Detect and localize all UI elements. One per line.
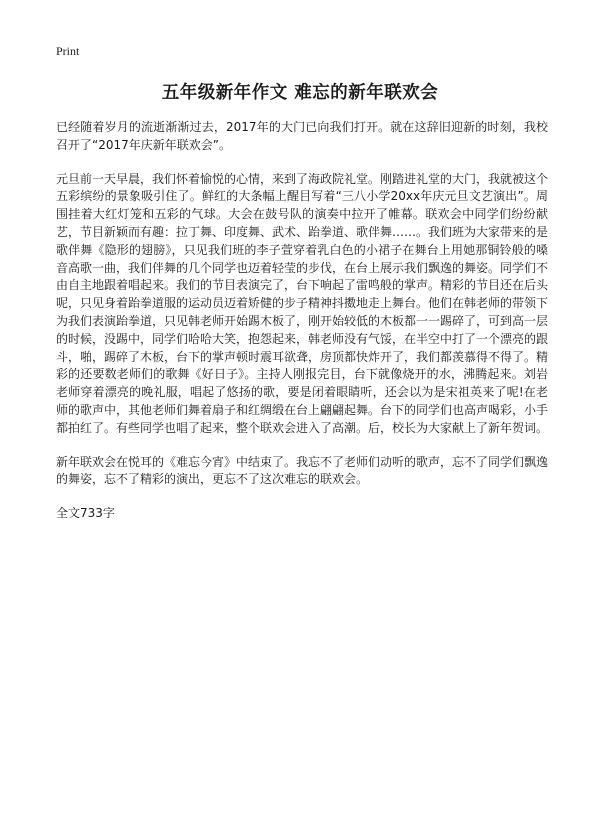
- article-paragraph-1: 已经随着岁月的流逝渐渐过去，2017年的大门已向我们打开。就在这辞旧迎新的时刻，我校召开了“2017年庆新年联欢会”。: [56, 120, 548, 152]
- print-link[interactable]: Print: [56, 44, 80, 58]
- article-body: [56, 119, 548, 523]
- article-paragraph-3: 新年联欢会在悦耳的《难忘今宵》中结束了。我忘不了老师们动听的歌声，忘不了同学们飘逸的舞姿，忘不了精彩的演出，更忘不了这次难忘的联欢会。: [56, 454, 549, 487]
- article-paragraph-2: 元旦前一天早晨，我们怀着愉悦的心情，来到了海政院礼堂。刚踏进礼堂的大门，我就被这个五彩缤纷的景象吸引住了。鲜红的大条幅上醒目写着“三八小学20xx年庆元旦文艺演出”。周围挂着大红灯笼和五彩的气球。大会在鼓号队的演奏中拉开了帷幕。联欢会中同学们纷纷献艺，节目新颖而有趣：拉丁舞、印度舞、武术、跆拳道、歌伴舞……。我们班为大家带来的是歌伴舞《隐形的翅膀》，只见我们班的李子萱穿着乳白色的小裙子在舞台上用她那铜铃般的嗓音高歌一曲，我们伴舞的几个同学也迈着轻莹的步伐，在台上展示我们飘逸的舞姿。同学们不由自主地跟着唱起来。我们的节目表演完了，台下响起了雷鸣般的掌声。精彩的节目还在后头呢，只见身着跆拳道服的运动员迈着矫健的步子精神抖擞地走上舞台。他们在韩老师的带领下为我们表演跆拳道，只见韩老师开始踢木板了，刚开始较低的木板都一一踢碎了，可到高一层的时候，没踢中，同学们哈哈大笑，抱怨起来，韩老师没有气馁，在半空中打了一个漂亮的跟斗，啪，踢碎了木板，台下的掌声顿时震耳欲聋，房顶都快炸开了，我们都羡慕得不得了。精彩的还要数老师们的歌舞《好日子》。主持人刚报完目，台下就像烧开的水，沸腾起来。刘岩老师穿着漂亮的晚礼服，唱起了悠扬的歌，要是闭着眼睛听，还会以为是宋祖英来了呢!在老师的歌声中，其他老师们舞着扇子和红绸缎在台上翩翩起舞。台下的同学们也高声喝彩，小手都拍红了。有些同学也唱了起来，整个联欢会进入了高潮。后，校长为大家献上了新年贺词。: [56, 171, 549, 435]
- word-count: 全文733字: [56, 506, 115, 521]
- article-title: 五年级新年作文 难忘的新年联欢会: [161, 83, 439, 103]
